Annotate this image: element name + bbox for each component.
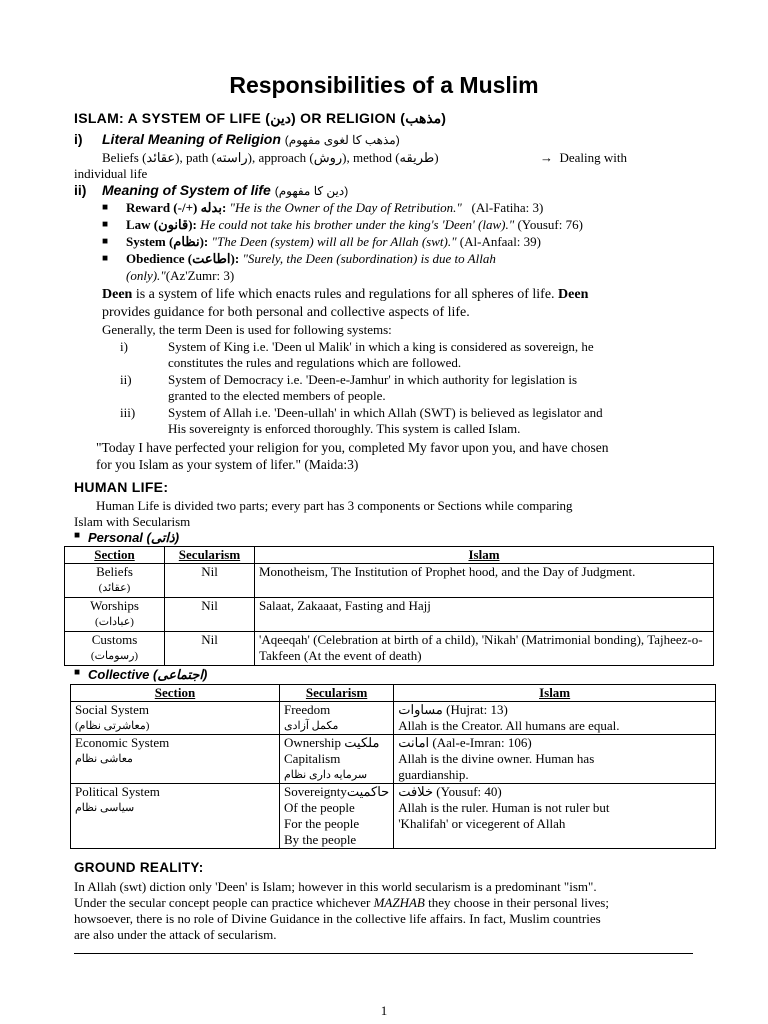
generally-text: Generally, the term Deen is used for following systems:	[102, 322, 392, 337]
cell-line: By the people	[284, 832, 357, 847]
islam-heading: ISLAM: A SYSTEM OF LIFE (دین) OR RELIGION (مذهب)	[74, 110, 447, 126]
table-cell	[280, 702, 394, 735]
table-cell	[71, 735, 280, 784]
footer-divider	[74, 953, 693, 954]
table-cell	[65, 598, 165, 632]
system-meaning-heading	[74, 182, 348, 198]
ground-text: they choose in their personal lives;	[424, 895, 609, 910]
bullet-icon: ■	[102, 219, 109, 230]
cell-line: مساوات (Hujrat: 13)	[398, 702, 508, 717]
system-title: Meaning of System of life	[102, 182, 271, 198]
table-row	[71, 784, 716, 849]
cell-line: سرمایه داری نظام	[284, 769, 368, 781]
ground-line-4: are also under the attack of secularism.	[74, 927, 277, 942]
ground-line-3: howsoever, there is no role of Divine Guidance in the collective life affairs. In fact, Muslim countries	[74, 911, 601, 926]
system-num: ii)	[74, 182, 87, 198]
table-row	[65, 564, 714, 598]
system-line: System of Democracy i.e. 'Deen-e-Jamhur' in which authority for legislation is	[168, 372, 578, 387]
ground-text: Under the secular concept people can practice whichever	[74, 895, 374, 910]
bullet-label: Law (قانون):	[126, 217, 197, 232]
page-number: 1	[380, 1003, 388, 1018]
roman-num: i)	[120, 339, 128, 354]
system-item-text	[168, 339, 694, 371]
literal-urdu: (مذهب کا لغوی مفهوم)	[284, 133, 400, 147]
table-header: Section	[65, 547, 165, 564]
system-item-2	[120, 372, 694, 404]
deen-word: Deen	[558, 287, 589, 302]
section-name: Customs	[91, 632, 138, 647]
roman-num: iii)	[120, 405, 136, 420]
bullet-label: Reward (-/+) بدله:	[126, 200, 227, 215]
ground-line-1: In Allah (swt) diction only 'Deen' is Islam; however in this world secularism is a predominant "ism".	[74, 879, 597, 894]
quote-line-2: for you Islam as your system of lifer." (Maida:3)	[96, 457, 359, 472]
table-cell	[394, 735, 716, 784]
ground-line-2	[74, 895, 609, 911]
table-cell	[71, 702, 280, 735]
table-cell	[65, 564, 165, 598]
dealing-with: Dealing with	[559, 150, 628, 165]
personal-text: Personal (ذاتی)	[88, 530, 180, 545]
section-name: Worships	[90, 598, 139, 613]
section-name: Political System	[75, 784, 160, 799]
table-cell: Salaat, Zakaaat, Fasting and Hajj	[255, 598, 714, 632]
section-urdu: سیاسی نظام	[75, 802, 135, 814]
personal-table	[64, 546, 714, 666]
cell-line: خلافت (Yousuf: 40)	[398, 784, 502, 799]
bullet-ref: (Yousuf: 76)	[514, 217, 583, 232]
table-cell	[394, 784, 716, 849]
system-line: constitutes the rules and regulations which are followed.	[168, 355, 462, 370]
ground-reality-heading: GROUND REALITY:	[74, 860, 204, 875]
section-urdu: معاشی نظام	[75, 753, 133, 765]
system-item-text	[168, 405, 694, 437]
bullet-icon: ■	[102, 236, 109, 247]
table-header-row	[71, 685, 716, 702]
bullet-label: Obedience (اطاعت):	[126, 251, 240, 266]
obedience-continued	[126, 268, 234, 284]
table-cell	[71, 784, 280, 849]
section-name: Beliefs	[96, 564, 133, 579]
bullet-label: System (نظام):	[126, 234, 209, 249]
bullet-text: He could not take his brother under the king's 'Deen' (law)."	[196, 217, 515, 232]
bullet-text: "The Deen (system) will all be for Allah (swt)."	[208, 234, 457, 249]
table-cell: Nil	[165, 564, 255, 598]
cell-line: 'Khalifah' or vicegerent of Allah	[398, 816, 566, 831]
system-line: System of King i.e. 'Deen ul Malik' in which a king is considered as sovereign, he	[168, 339, 594, 354]
collective-table	[70, 684, 716, 849]
collective-text: Collective (اجتماعی)	[88, 667, 208, 682]
literal-title: Literal Meaning of Religion	[102, 131, 281, 147]
table-header: Section	[71, 685, 280, 702]
literal-line-1	[102, 150, 439, 166]
quote-line-1: "Today I have perfected your religion for you, completed My favor upon you, and have chosen	[96, 440, 609, 455]
system-item-3	[120, 405, 694, 437]
mazhab-word: MAZHAB	[373, 895, 425, 910]
cell-line: Allah is the ruler. Human is not ruler but	[398, 800, 610, 815]
literal-meaning-heading	[74, 131, 400, 147]
bullet-reward	[102, 200, 544, 216]
deen-paragraph-line-1	[102, 286, 694, 303]
section-urdu: (عبادات)	[95, 616, 134, 628]
deen-word: Deen	[102, 287, 133, 302]
table-header: Islam	[255, 547, 714, 564]
table-cell	[280, 735, 394, 784]
cell-line: For the people	[284, 816, 360, 831]
system-line: System of Allah i.e. 'Deen-ullah' in which Allah (SWT) is believed as legislator and	[168, 405, 603, 420]
table-cell: Monotheism, The Institution of Prophet hood, and the Day of Judgment.	[255, 564, 714, 598]
cell-line: Allah is the Creator. All humans are equal.	[398, 718, 620, 733]
deen-text: is a system of life which enacts rules and regulations for all spheres of life.	[132, 287, 559, 302]
literal-num: i)	[74, 131, 83, 147]
table-header: Secularism	[165, 547, 255, 564]
literal-terms: Beliefs (عقائد), path (راسته), approach (روش), method (طریقه)	[102, 150, 439, 165]
human-life-line-1: Human Life is divided two parts; every part has 3 components or Sections while comparing	[96, 498, 573, 513]
bullet-icon: ■	[74, 667, 81, 678]
bullet-law	[102, 217, 583, 233]
cell-line: Allah is the divine owner. Human has	[398, 751, 595, 766]
system-line: granted to the elected members of people.	[168, 388, 386, 403]
human-life-line-2: Islam with Secularism	[74, 514, 191, 529]
cell-line: امانت (Aal-e-Imran: 106)	[398, 735, 532, 750]
table-row	[65, 632, 714, 666]
table-row	[71, 702, 716, 735]
human-life-heading: HUMAN LIFE:	[74, 479, 169, 495]
bullet-system	[102, 234, 541, 250]
cell-line: Capitalism	[284, 751, 341, 766]
personal-label	[74, 530, 180, 546]
table-cell: Nil	[165, 598, 255, 632]
bullet-text: "He is the Owner of the Day of Retribution."	[226, 200, 462, 215]
collective-label	[74, 667, 208, 683]
table-cell	[280, 784, 394, 849]
section-urdu: (رسومات)	[90, 650, 139, 662]
obedience-ref: (Az'Zumr: 3)	[165, 268, 235, 283]
literal-line-2: individual life	[74, 166, 148, 181]
table-row	[71, 735, 716, 784]
system-item-1	[120, 339, 694, 371]
obedience-cont-text: (only)."	[126, 268, 166, 283]
bullet-obedience	[102, 251, 496, 267]
section-name: Social System	[75, 702, 150, 717]
system-item-text	[168, 372, 694, 404]
cell-line: Freedom	[284, 702, 331, 717]
cell-line: guardianship.	[398, 767, 469, 782]
page-title: Responsibilities of a Muslim	[229, 72, 539, 98]
cell-line: Sovereigntyحاکمیت	[284, 784, 390, 799]
section-urdu: (عقائد)	[98, 582, 131, 594]
bullet-icon: ■	[102, 253, 109, 264]
bullet-ref: (Al-Anfaal: 39)	[456, 234, 541, 249]
table-header-row	[65, 547, 714, 564]
literal-dealing	[540, 150, 627, 166]
section-name: Economic System	[75, 735, 170, 750]
table-cell: Nil	[165, 632, 255, 666]
deen-paragraph-line-2: provides guidance for both personal and collective aspects of life.	[102, 305, 470, 320]
table-row	[65, 598, 714, 632]
table-cell	[65, 632, 165, 666]
bullet-ref: (Al-Fatiha: 3)	[461, 200, 544, 215]
table-cell: 'Aqeeqah' (Celebration at birth of a child), 'Nikah' (Matrimonial bonding), Tajheez-o-Takfeen (At the event of death)	[255, 632, 714, 666]
table-header: Islam	[394, 685, 716, 702]
table-header: Secularism	[280, 685, 394, 702]
roman-num: ii)	[120, 372, 132, 387]
system-line: His sovereignty is enforced thoroughly. This system is called Islam.	[168, 421, 521, 436]
table-cell	[394, 702, 716, 735]
section-urdu: (معاشرتی نظام)	[75, 720, 150, 732]
bullet-text: "Surely, the Deen (subordination) is due to Allah	[239, 251, 496, 266]
bullet-icon: ■	[74, 530, 81, 541]
cell-line: Of the people	[284, 800, 355, 815]
bullet-icon: ■	[102, 202, 109, 213]
cell-line: مکمل آزادی	[284, 720, 339, 732]
cell-line: Ownership ملکیت	[284, 735, 380, 750]
system-urdu: (دین کا مفهوم)	[274, 184, 349, 198]
arrow-icon: →	[540, 150, 553, 165]
